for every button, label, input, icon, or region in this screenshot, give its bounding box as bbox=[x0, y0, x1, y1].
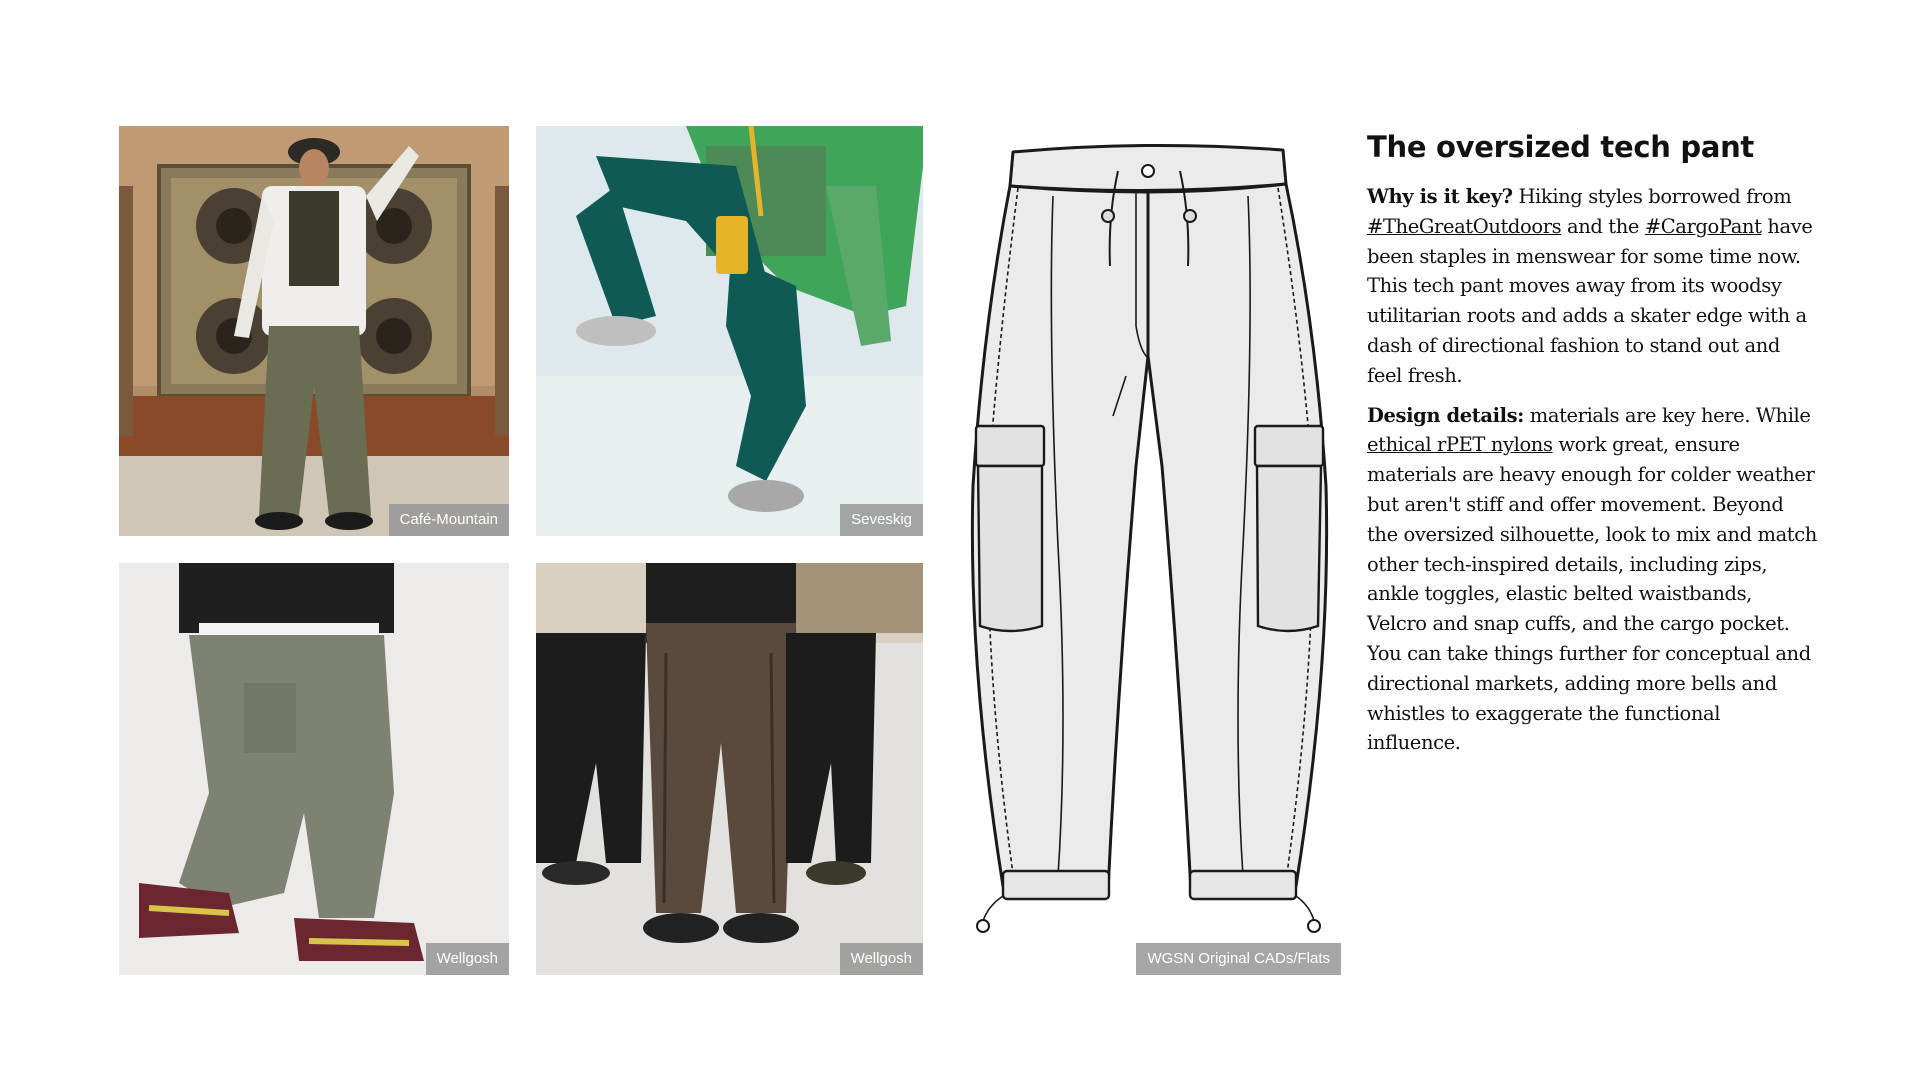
design-paragraph bbox=[1367, 401, 1817, 759]
photo-gray-cargo-pants-image bbox=[119, 563, 509, 975]
why-label: Why is it key? bbox=[1367, 185, 1513, 208]
design-text-1: materials are key here. While bbox=[1523, 403, 1811, 427]
photo-credit: Wellgosh bbox=[426, 943, 509, 975]
photo-olive-pants-image bbox=[119, 126, 509, 536]
photo-credit: WGSN Original CADs/Flats bbox=[1136, 943, 1341, 975]
why-paragraph bbox=[1367, 182, 1817, 391]
photo-credit: Café-Mountain bbox=[389, 504, 509, 536]
technical-flat-drawing bbox=[958, 126, 1341, 975]
why-text-2: and the bbox=[1561, 214, 1645, 238]
why-text-1: Hiking styles borrowed from bbox=[1512, 185, 1792, 208]
page-title: The oversized tech pant bbox=[1367, 130, 1754, 164]
link-cargo-pant[interactable]: #CargoPant bbox=[1644, 214, 1762, 238]
article-text bbox=[1367, 126, 1817, 768]
photo-brown-zip-pants-image bbox=[536, 563, 923, 975]
link-ethical-rpet-nylons[interactable]: ethical rPET nylons bbox=[1367, 433, 1553, 457]
photo-credit: Wellgosh bbox=[840, 943, 923, 975]
photo-teal-pants bbox=[536, 126, 923, 536]
photo-credit: Seveskig bbox=[840, 504, 923, 536]
photo-teal-pants-image bbox=[536, 126, 923, 536]
design-text-2: work great, ensure materials are heavy enough for colder weather but aren't stiff and offer movement. Beyond the oversized silhouette, look to mix and match other tech-inspired details, including zips, ankle toggles, elastic belted waistbands, Velcro and snap cuffs, and the cargo pocket. You can take things further for conceptual and directional markets, adding more bells and whistles to exaggerate the functional influence. bbox=[1367, 433, 1817, 755]
pant-flat-illustration bbox=[958, 126, 1341, 975]
design-label: Design details: bbox=[1367, 403, 1524, 427]
link-the-great-outdoors[interactable]: #TheGreatOutdoors bbox=[1367, 214, 1562, 238]
why-text-3: have been staples in menswear for some time now. This tech pant moves away from its woodsy utilitarian roots and adds a skater edge with a dash of directional fashion to stand out and feel fresh. bbox=[1367, 214, 1813, 387]
photo-gray-cargo-pants bbox=[119, 563, 509, 975]
photo-brown-zip-pants bbox=[536, 563, 923, 975]
photo-olive-pants bbox=[119, 126, 509, 536]
